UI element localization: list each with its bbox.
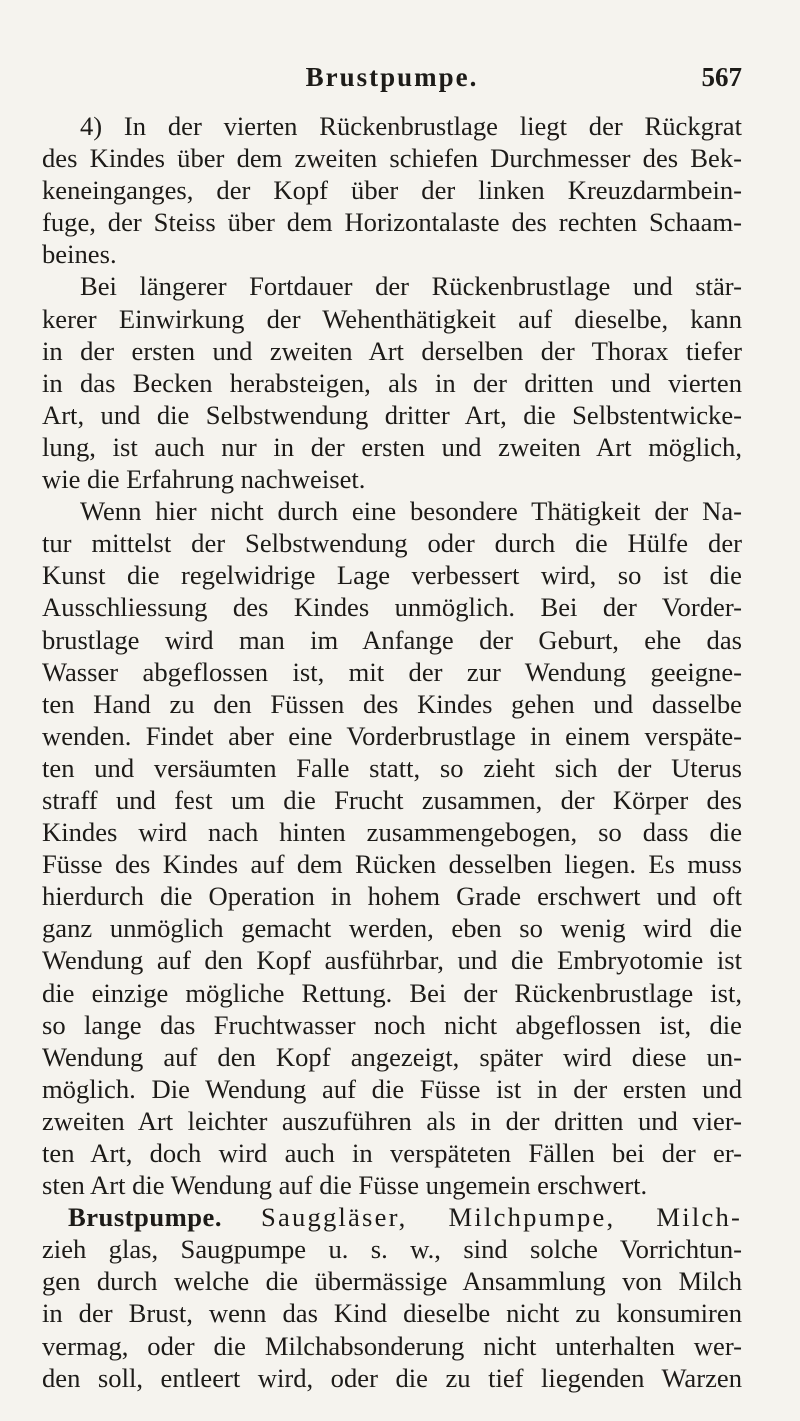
- text-line: in das Becken herabsteigen, als in der dritten und vierten: [42, 367, 742, 398]
- text-line: hierdurch die Operation in hohem Grade erschwert und oft: [42, 881, 742, 912]
- entry-text-line: den soll, entleert wird, oder die zu tief liegenden Warzen: [42, 1362, 742, 1393]
- page-header: [42, 62, 742, 98]
- text-line: Wendung auf den Kopf angezeigt, später wird diese un-: [42, 1041, 742, 1072]
- entry-text-line: zieh glas, Saugpumpe u. s. w., sind solche Vorrichtun-: [42, 1234, 742, 1265]
- text-line: Wenn hier nicht durch eine besondere Thätigkeit der Na-: [80, 496, 742, 527]
- entry-text-line: gen durch welche die übermässige Ansammlung von Milch: [42, 1266, 742, 1297]
- text-line: Art, und die Selbstwendung dritter Art, die Selbstentwicke-: [42, 399, 742, 430]
- body-text: [42, 110, 742, 1201]
- running-head: Brustpumpe.: [305, 62, 479, 92]
- entry-text-line: vermag, oder die Milchabsonderung nicht unterhalten wer-: [42, 1330, 742, 1361]
- text-line: wie die Erfahrung nachweiset.: [42, 464, 366, 495]
- text-line: ganz unmöglich gemacht werden, eben so wenig wird die: [42, 913, 742, 944]
- text-line: möglich. Die Wendung auf die Füsse ist in der ersten und: [42, 1073, 742, 1104]
- entry-text-line: in der Brust, wenn das Kind dieselbe nicht zu konsumiren: [42, 1298, 742, 1329]
- entry-synonyms: Sauggläser, Milchpumpe, Milch-: [260, 1202, 742, 1233]
- text-line: lung, ist auch nur in der ersten und zweiten Art möglich,: [42, 431, 742, 462]
- page-number: 567: [701, 62, 742, 92]
- text-line: zweiten Art leichter auszuführen als in der dritten und vier-: [42, 1105, 742, 1136]
- text-line: kerer Einwirkung der Wehenthätigkeit auf dieselbe, kann: [42, 303, 742, 334]
- text-line: Kunst die regelwidrige Lage verbessert wird, so ist die: [42, 560, 742, 591]
- text-line: ten und versäumten Falle statt, so zieht sich der Uterus: [42, 752, 742, 783]
- text-line: ten Hand zu den Füssen des Kindes gehen und dasselbe: [42, 688, 742, 719]
- text-line: 4) In der vierten Rückenbrustlage liegt der Rückgrat: [80, 111, 742, 141]
- text-line: fuge, der Steiss über dem Horizontalaste des rechten Schaam-: [42, 207, 742, 238]
- text-line: Wasser abgeflossen ist, mit der zur Wendung geeigne-: [42, 656, 742, 687]
- text-line: Füsse des Kindes auf dem Rücken desselben liegen. Es muss: [42, 849, 742, 880]
- entry-text: [42, 1233, 742, 1393]
- text-line: so lange das Fruchtwasser noch nicht abgeflossen ist, die: [42, 1009, 742, 1040]
- text-line: in der ersten und zweiten Art derselben der Thorax tiefer: [42, 335, 742, 366]
- text-line: beines.: [42, 239, 117, 270]
- text-line: sten Art die Wendung auf die Füsse ungemein erschwert.: [42, 1170, 648, 1201]
- text-line: Kindes wird nach hinten zusammengebogen, so dass die: [42, 817, 742, 848]
- text-line: die einzige mögliche Rettung. Bei der Rückenbrustlage ist,: [42, 977, 742, 1008]
- text-line: wenden. Findet aber eine Vorderbrustlage in einem verspäte-: [42, 720, 742, 751]
- text-line: tur mittelst der Selbstwendung oder durch die Hülfe der: [42, 528, 742, 559]
- text-line: Ausschliessung des Kindes unmöglich. Bei der Vorder-: [42, 592, 742, 623]
- text-line: straff und fest um die Frucht zusammen, der Körper des: [42, 784, 742, 815]
- text-line: ten Art, doch wird auch in verspäteten Fällen bei der er-: [42, 1138, 742, 1168]
- text-line: des Kindes über dem zweiten schiefen Durchmesser des Bek-: [42, 143, 742, 174]
- text-line: Wendung auf den Kopf ausführbar, und die Embryotomie ist: [42, 945, 742, 976]
- entry-heading-line: [42, 1201, 742, 1233]
- entry-lemma: Brustpumpe.: [68, 1202, 223, 1233]
- text-line: brustlage wird man im Anfange der Geburt, ehe das: [42, 624, 742, 655]
- text-line: Bei längerer Fortdauer der Rückenbrustlage und stär-: [80, 271, 742, 302]
- text-line: keneinganges, der Kopf über der linken Kreuzdarmbein-: [42, 175, 742, 206]
